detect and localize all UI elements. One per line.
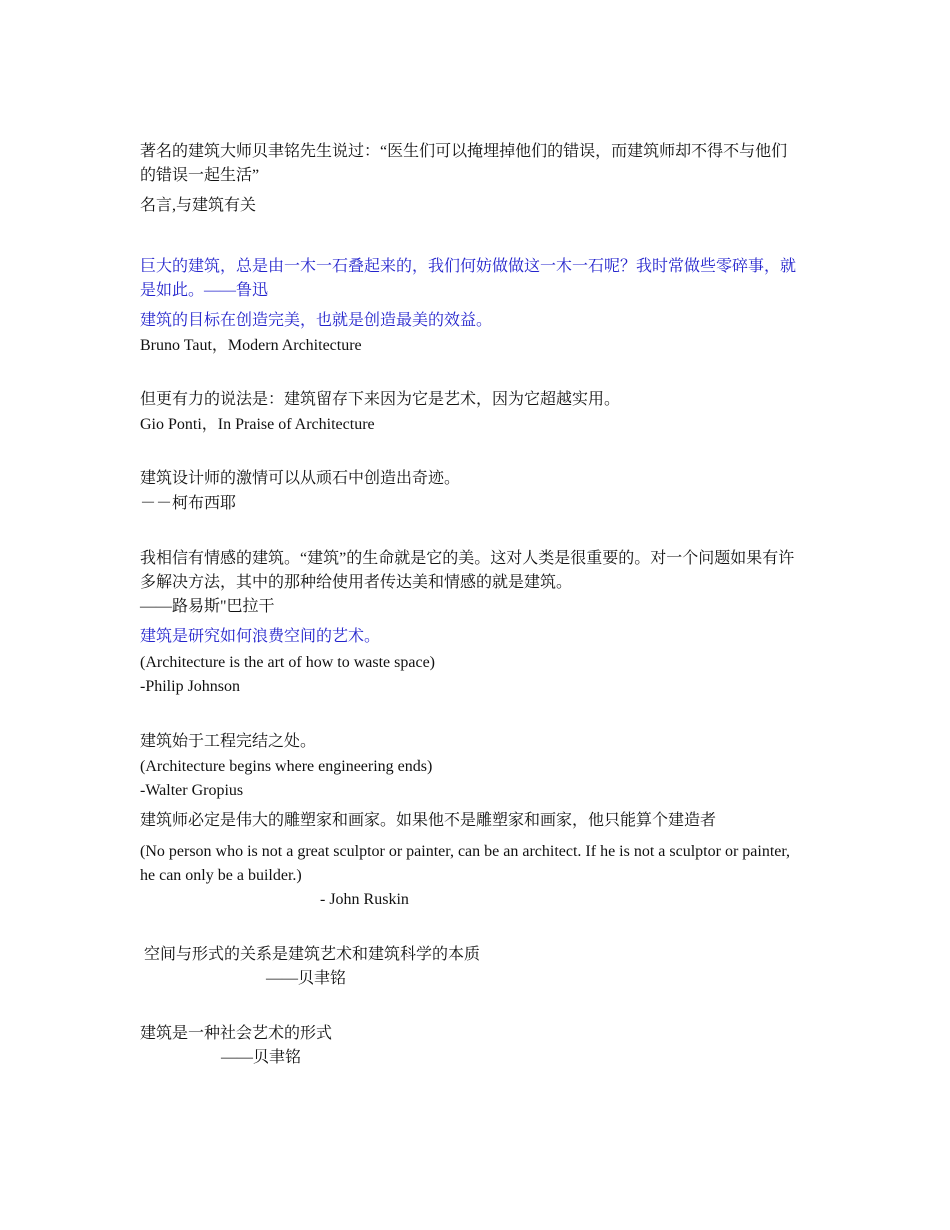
- quote-pei-space-form: 空间与形式的关系是建筑艺术和建筑科学的本质: [140, 946, 481, 963]
- quote-lu-xun-line-2: 是如此。——鲁迅: [140, 282, 269, 299]
- quote-le-corbusier: 建筑设计师的激情可以从顽石中创造出奇迹。: [140, 470, 461, 487]
- attribution-gio-ponti: Gio Ponti，In Praise of Architecture: [140, 416, 375, 433]
- quote-bruno-taut: 建筑的目标在创造完美，也就是创造最美的效益。: [140, 312, 493, 329]
- quote-gio-ponti: 但更有力的说法是：建筑留存下来因为它是艺术，因为它超越实用。: [140, 391, 621, 408]
- attribution-ruskin: - John Ruskin: [320, 891, 409, 908]
- attribution-le-corbusier: －－柯布西耶: [140, 495, 237, 512]
- quote-ruskin-zh: 建筑师必定是伟大的雕塑家和画家。如果他不是雕塑家和画家，他只能算个建造者: [140, 812, 717, 829]
- quote-ieoh-ming-pei-line-2: 的错误一起生活”: [140, 167, 260, 184]
- quote-philip-johnson-zh: 建筑是研究如何浪费空间的艺术。: [140, 628, 381, 645]
- quote-lu-xun-line-1: 巨大的建筑，总是由一木一石叠起来的，我们何妨做做这一木一石呢？我时常做些零碎事，就: [140, 258, 797, 275]
- quote-gropius-zh: 建筑始于工程完结之处。: [140, 733, 317, 750]
- attribution-gropius: -Walter Gropius: [140, 782, 244, 799]
- quote-pei-social-art: 建筑是一种社会艺术的形式: [140, 1025, 333, 1042]
- quote-ruskin-en-line-2: he can only be a builder.): [140, 867, 302, 884]
- quote-philip-johnson-en: (Architecture is the art of how to waste space): [140, 654, 435, 671]
- quote-ruskin-en-line-1: (No person who is not a great sculptor or painter, can be an architect. If he is not a sculptor or painter,: [140, 843, 791, 860]
- attribution-barragan: ——路易斯"巴拉干: [140, 598, 275, 615]
- attribution-bruno-taut: Bruno Taut，Modern Architecture: [140, 337, 362, 354]
- quote-gropius-en: (Architecture begins where engineering ends): [140, 758, 433, 775]
- quote-barragan-line-1: 我相信有情感的建筑。“建筑”的生命就是它的美。这对人类是很重要的。对一个问题如果有许: [140, 550, 795, 567]
- quote-ieoh-ming-pei-line-1: 著名的建筑大师贝聿铭先生说过：“医生们可以掩埋掉他们的错误，而建筑师却不得不与他们: [140, 143, 788, 160]
- attribution-pei-2: ——贝聿铭: [221, 1049, 302, 1066]
- quote-barragan-line-2: 多解决方法，其中的那种给使用者传达美和情感的就是建筑。: [140, 574, 573, 591]
- section-heading: 名言,与建筑有关: [140, 197, 257, 214]
- attribution-philip-johnson: -Philip Johnson: [140, 678, 241, 695]
- attribution-pei-1: ——贝聿铭: [266, 970, 347, 987]
